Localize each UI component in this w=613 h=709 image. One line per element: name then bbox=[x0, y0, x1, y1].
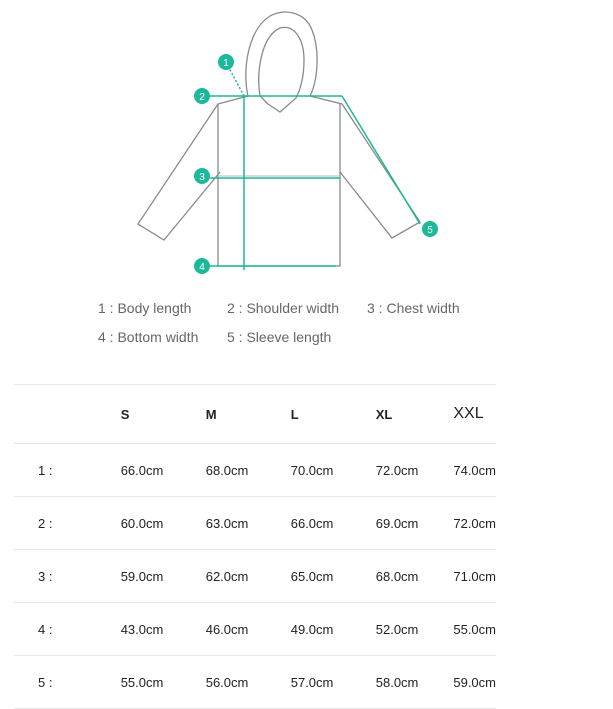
header-size-s: S bbox=[121, 385, 206, 444]
svg-text:2: 2 bbox=[199, 92, 205, 103]
hoodie-measurement-diagram bbox=[120, 0, 450, 290]
table-cell: 52.0cm bbox=[376, 603, 454, 656]
measure-lines bbox=[210, 66, 420, 270]
hoodie-outline bbox=[138, 12, 420, 266]
size-table bbox=[14, 384, 496, 709]
table-cell: 63.0cm bbox=[206, 497, 291, 550]
table-row bbox=[14, 444, 496, 497]
legend-bottom-width: 4 : Bottom width bbox=[98, 329, 199, 345]
header-size-xxl: XXL bbox=[453, 385, 496, 444]
table-cell: 46.0cm bbox=[206, 603, 291, 656]
size-header-row bbox=[14, 385, 496, 444]
header-size-m: M bbox=[206, 385, 291, 444]
table-cell: 72.0cm bbox=[453, 497, 496, 550]
table-row bbox=[14, 603, 496, 656]
marker-2 bbox=[194, 88, 210, 104]
marker-1 bbox=[218, 54, 234, 70]
row-label: 1 : bbox=[14, 444, 121, 497]
table-cell: 68.0cm bbox=[376, 550, 454, 603]
legend-sleeve-length: 5 : Sleeve length bbox=[227, 329, 332, 345]
header-size-xl: XL bbox=[376, 385, 454, 444]
marker-5 bbox=[422, 221, 438, 237]
row-label: 4 : bbox=[14, 603, 121, 656]
marker-4 bbox=[194, 258, 210, 274]
table-cell: 56.0cm bbox=[206, 656, 291, 709]
row-label: 2 : bbox=[14, 497, 121, 550]
marker-3 bbox=[194, 168, 210, 184]
table-cell: 65.0cm bbox=[291, 550, 376, 603]
table-cell: 62.0cm bbox=[206, 550, 291, 603]
legend-chest-width: 3 : Chest width bbox=[367, 300, 460, 316]
table-cell: 66.0cm bbox=[121, 444, 206, 497]
sleeve-length-line bbox=[342, 96, 420, 224]
header-size-l: L bbox=[291, 385, 376, 444]
table-row bbox=[14, 550, 496, 603]
row-label: 3 : bbox=[14, 550, 121, 603]
table-cell: 57.0cm bbox=[291, 656, 376, 709]
svg-text:1: 1 bbox=[223, 58, 229, 69]
table-cell: 66.0cm bbox=[291, 497, 376, 550]
table-cell: 68.0cm bbox=[206, 444, 291, 497]
table-cell: 59.0cm bbox=[453, 656, 496, 709]
table-cell: 55.0cm bbox=[453, 603, 496, 656]
svg-text:3: 3 bbox=[199, 172, 205, 183]
table-cell: 74.0cm bbox=[453, 444, 496, 497]
svg-text:4: 4 bbox=[199, 262, 205, 273]
table-cell: 55.0cm bbox=[121, 656, 206, 709]
table-cell: 58.0cm bbox=[376, 656, 454, 709]
table-cell: 69.0cm bbox=[376, 497, 454, 550]
svg-text:5: 5 bbox=[427, 225, 433, 236]
table-cell: 59.0cm bbox=[121, 550, 206, 603]
header-blank bbox=[14, 385, 121, 444]
row-label: 5 : bbox=[14, 656, 121, 709]
table-cell: 71.0cm bbox=[453, 550, 496, 603]
legend-shoulder-width: 2 : Shoulder width bbox=[227, 300, 340, 316]
table-cell: 43.0cm bbox=[121, 603, 206, 656]
table-row bbox=[14, 497, 496, 550]
table-cell: 70.0cm bbox=[291, 444, 376, 497]
table-cell: 49.0cm bbox=[291, 603, 376, 656]
table-row bbox=[14, 656, 496, 709]
table-cell: 72.0cm bbox=[376, 444, 454, 497]
table-cell: 60.0cm bbox=[121, 497, 206, 550]
legend-body-length: 1 : Body length bbox=[98, 300, 192, 316]
marker-1-leader bbox=[228, 66, 244, 96]
